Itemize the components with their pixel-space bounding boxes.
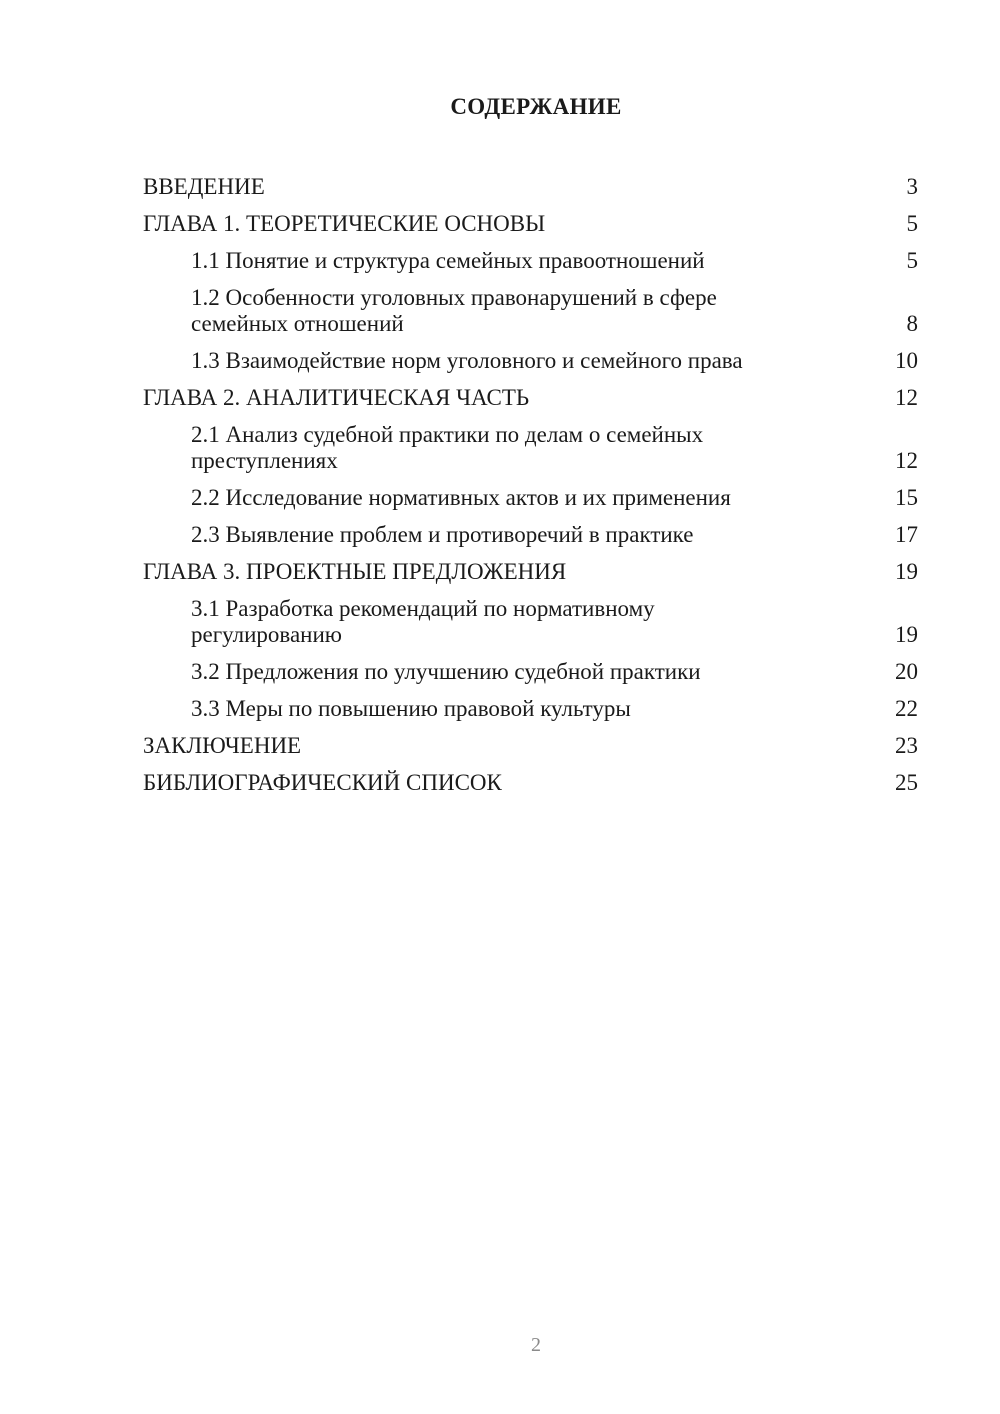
toc-entry-page: 12 [895, 448, 918, 473]
toc-entry-title: ГЛАВА 3. ПРОЕКТНЫЕ ПРЕДЛОЖЕНИЯ [143, 559, 567, 584]
toc-entry-title: 1.2 Особенности уголовных правонарушений в сфере семейных отношений [191, 285, 717, 336]
page-number: 2 [531, 1334, 541, 1356]
toc-entry-section-1-3[interactable] [143, 343, 918, 380]
toc-entry-title: 2.3 Выявление проблем и противоречий в практике [191, 522, 694, 547]
toc-entry-page: 8 [906, 311, 918, 336]
toc-entry-section-3-2[interactable] [143, 654, 918, 691]
toc-entry-page: 3 [906, 174, 918, 199]
toc-entry-section-3-3[interactable] [143, 691, 918, 728]
toc-entry-title: 2.1 Анализ судебной практики по делам о семейных преступлениях [191, 422, 704, 473]
toc-entry-section-1-1[interactable] [143, 243, 918, 280]
toc-entry-title: ГЛАВА 2. АНАЛИТИЧЕСКАЯ ЧАСТЬ [143, 385, 530, 410]
toc-entry-introduction[interactable] [143, 169, 918, 206]
toc-entry-chapter-2[interactable] [143, 380, 918, 417]
toc-entry-title: 3.3 Меры по повышению правовой культуры [191, 696, 631, 721]
toc-entry-bibliography[interactable] [143, 765, 918, 802]
toc-entry-page: 19 [895, 559, 918, 584]
toc-entry-page: 17 [895, 522, 918, 547]
toc-entry-title: БИБЛИОГРАФИЧЕСКИЙ СПИСОК [143, 770, 502, 795]
toc-entry-page: 5 [906, 248, 918, 273]
toc-entry-title: 2.2 Исследование нормативных актов и их применения [191, 485, 731, 510]
toc-entry-chapter-3[interactable] [143, 554, 918, 591]
toc-entry-title: 1.1 Понятие и структура семейных правоотношений [191, 248, 705, 273]
toc-entry-title: ЗАКЛЮЧЕНИЕ [143, 733, 302, 758]
toc-entry-title: 3.2 Предложения по улучшению судебной практики [191, 659, 701, 684]
toc-entry-title: 1.3 Взаимодействие норм уголовного и семейного права [191, 348, 743, 373]
toc-entry-page: 5 [906, 211, 918, 236]
toc-entry-title: 3.1 Разработка рекомендаций по нормативному регулированию [191, 596, 655, 647]
table-of-contents [143, 169, 918, 802]
toc-entry-page: 12 [895, 385, 918, 410]
toc-entry-page: 25 [895, 770, 918, 795]
toc-entry-conclusion[interactable] [143, 728, 918, 765]
toc-entry-page: 23 [895, 733, 918, 758]
toc-entry-title: ГЛАВА 1. ТЕОРЕТИЧЕСКИЕ ОСНОВЫ [143, 211, 546, 236]
toc-entry-page: 22 [895, 696, 918, 721]
toc-entry-section-1-2[interactable] [143, 280, 918, 343]
toc-entry-section-2-3[interactable] [143, 517, 918, 554]
toc-entry-chapter-1[interactable] [143, 206, 918, 243]
toc-entry-page: 15 [895, 485, 918, 510]
page-title: СОДЕРЖАНИЕ [450, 94, 622, 119]
toc-entry-title: ВВЕДЕНИЕ [143, 174, 265, 199]
toc-entry-page: 20 [895, 659, 918, 684]
toc-entry-section-3-1[interactable] [143, 591, 918, 654]
toc-entry-page: 10 [895, 348, 918, 373]
toc-entry-section-2-1[interactable] [143, 417, 918, 480]
toc-entry-section-2-2[interactable] [143, 480, 918, 517]
toc-entry-page: 19 [895, 622, 918, 647]
